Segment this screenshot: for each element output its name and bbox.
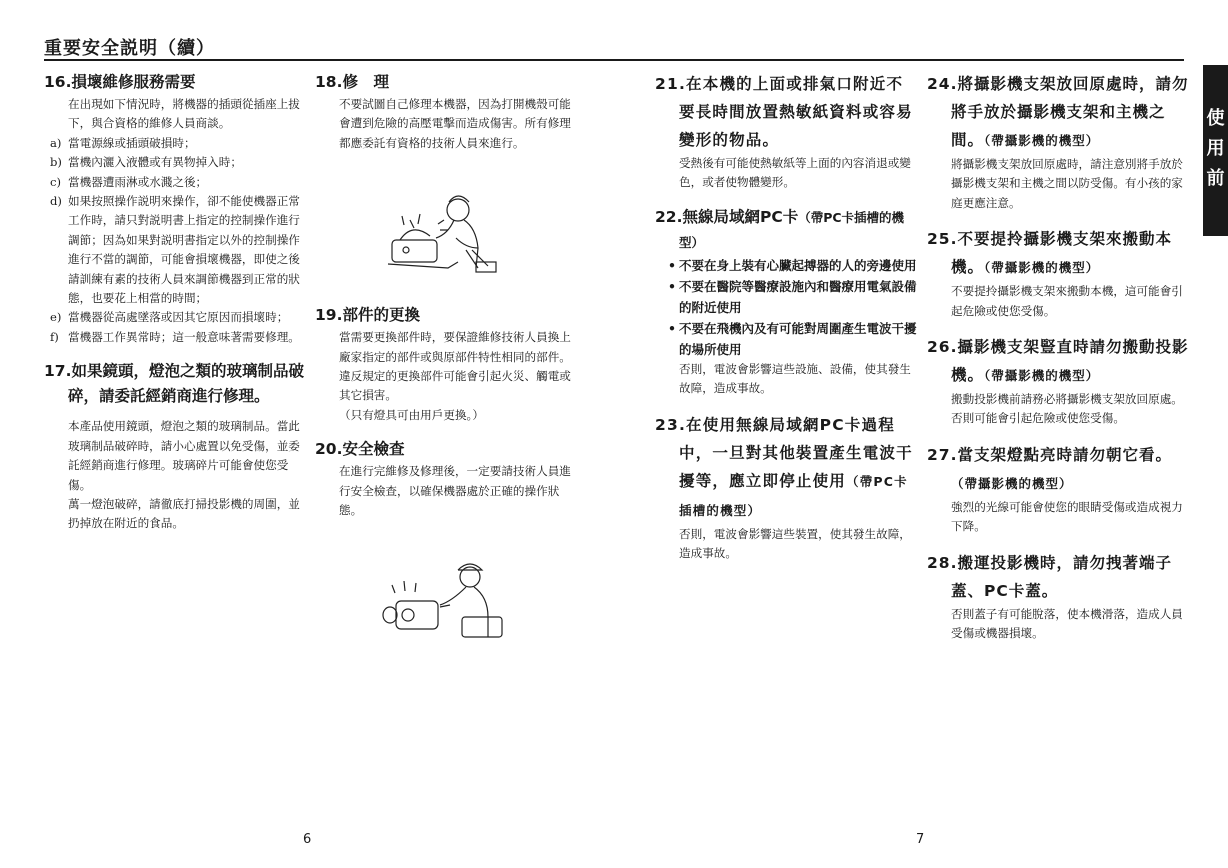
page-title: 重要安全説明（續） — [44, 38, 215, 59]
section-17-body-2: 萬一燈泡破碎，請徹底打掃投影機的周圍，並扔掉放在附近的食品。 — [68, 496, 300, 531]
list-item: e) 當機器從高處墜落或因其它原因而損壞時； — [50, 310, 289, 325]
list-item: • 不要在身上裝有心臟起搏器的人的旁邊使用 — [679, 255, 917, 276]
list-item: d) 如果按照操作説明來操作，卻不能使機器正常工作時，請只對説明書上指定的控制操作進行調節；因為如果對説明書指定以外的控制操作進行不當的調節，可能會損壞機器，即使之後請訓練有素的技術人員來調節機器到正常的狀態，也要花上相當的時間； — [50, 194, 300, 306]
repair-technician-illustration — [380, 180, 500, 285]
section-22-bullets — [655, 255, 917, 360]
list-item: a) 當電源線或插頭破損時； — [50, 135, 196, 150]
section-20-heading: 20.安全檢查 — [315, 440, 405, 459]
section-25-heading: 25.不要提拎攝影機支架來搬動本機。（帶攝影機的機型） — [927, 230, 1172, 277]
page-number-left: 6 — [303, 832, 312, 847]
section-23-body: 否則，電波會影響這些裝置，使其發生故障，造成事故。 — [679, 526, 911, 561]
section-26-body: 搬動投影機前請務必將攝影機支架放回原處。否則可能會引起危險或使您受傷。 — [951, 392, 1183, 426]
section-17-body: 本產品使用鏡頭，燈泡之類的玻璃制品。當此玻璃制品破碎時，請小心處置以免受傷，並委託經銷商進行修理。玻璃碎片可能會使您受傷。 — [68, 419, 300, 492]
section-18-heading: 18.修 理 — [315, 73, 389, 91]
section-27-body: 強烈的光線可能會使您的眼睛受傷或造成視力下降。 — [951, 499, 1183, 534]
section-27-heading: 27.當支架燈點亮時請勿朝它看。（帶攝影機的機型） — [927, 445, 1172, 491]
list-item: b) 當機內灑入液體或有異物掉入時； — [50, 155, 242, 170]
section-23-heading: 23.在使用無線局域網PC卡過程中，一旦對其他裝置產生電波干擾等，應立即停止使用（帶PC卡插槽的機型） — [655, 415, 913, 518]
section-24-heading: 24.將攝影機支架放回原處時，請勿將手放於攝影機支架和主機之間。（帶攝影機的機型） — [927, 75, 1189, 149]
title-rule — [44, 59, 1184, 61]
section-16-heading: 16.損壞維修服務需要 — [44, 73, 196, 91]
section-22-body: 否則，電波會影響這些設施、設備，使其發生故障，造成事故。 — [679, 361, 911, 396]
side-tab-char: 前 — [1206, 168, 1225, 189]
side-tab-char: 使 — [1206, 108, 1225, 129]
column-2 — [315, 70, 577, 520]
section-18-body: 不要試圖自己修理本機器，因為打開機殼可能會遭到危險的高壓電擊而造成傷害。所有修理都應委託有資格的技術人員來進行。 — [339, 97, 571, 150]
section-28-heading: 28.搬運投影機時，請勿拽著端子蓋、PC卡蓋。 — [927, 553, 1172, 600]
safety-check-illustration — [378, 555, 508, 645]
side-tab-char: 用 — [1206, 138, 1225, 159]
column-3 — [655, 70, 917, 563]
section-19-body: 當需要更換部件時，要保證維修技術人員換上廠家指定的部件或與原部件特性相同的部件。違反規定的更換部件可能會引起火災、觸電或其它損害。 — [339, 330, 571, 403]
section-21-heading: 21.在本機的上面或排氣口附近不要長時間放置熱敏紙資料或容易變形的物品。 — [655, 75, 913, 149]
section-25-body: 不要提拎攝影機支架來搬動本機，這可能會引起危險或使您受傷。 — [951, 284, 1183, 318]
column-4 — [927, 70, 1189, 643]
section-24-body: 將攝影機支架放回原處時，請注意別將手放於攝影機支架和主機之間以防受傷。有小孩的家庭更應注意。 — [951, 157, 1183, 210]
side-tab — [1203, 65, 1228, 236]
section-17-heading: 17.如果鏡頭，燈泡之類的玻璃制品破碎，請委託經銷商進行修理。 — [44, 362, 304, 406]
section-20-body: 在進行完維修及修理後，一定要請技術人員進行安全檢查，以確保機器處於正確的操作狀態。 — [339, 464, 571, 518]
section-21-body: 受熱後有可能使熱敏紙等上面的內容消退或變色，或者使物體變形。 — [679, 156, 911, 190]
page-number-right: 7 — [916, 832, 925, 847]
section-16-intro: 在出現如下情況時，將機器的插頭從插座上拔下，與合資格的維修人員商談。 — [68, 97, 300, 131]
list-item: • 不要在醫院等醫療設施內和醫療用電氣設備的附近使用 — [679, 276, 917, 318]
section-22-heading: 22.無線局域網PC卡（帶PC卡插槽的機型） — [655, 207, 905, 250]
section-28-body: 否則蓋子有可能脫落，使本機滑落，造成人員受傷或機器損壞。 — [951, 606, 1183, 641]
list-item: f) 當機器工作異常時；這一般意味著需要修理。 — [50, 329, 300, 344]
column-1 — [44, 70, 306, 534]
section-19-note: （只有燈具可由用戶更換。） — [339, 407, 484, 422]
section-16-list — [44, 134, 306, 347]
section-19-heading: 19.部件的更換 — [315, 306, 420, 325]
list-item: c) 當機器遭雨淋或水濺之後； — [50, 174, 208, 189]
section-26-heading: 26.攝影機支架豎直時請勿搬動投影機。（帶攝影機的機型） — [927, 338, 1189, 385]
list-item: • 不要在飛機內及有可能對周圍產生電波干擾的場所使用 — [679, 318, 917, 360]
